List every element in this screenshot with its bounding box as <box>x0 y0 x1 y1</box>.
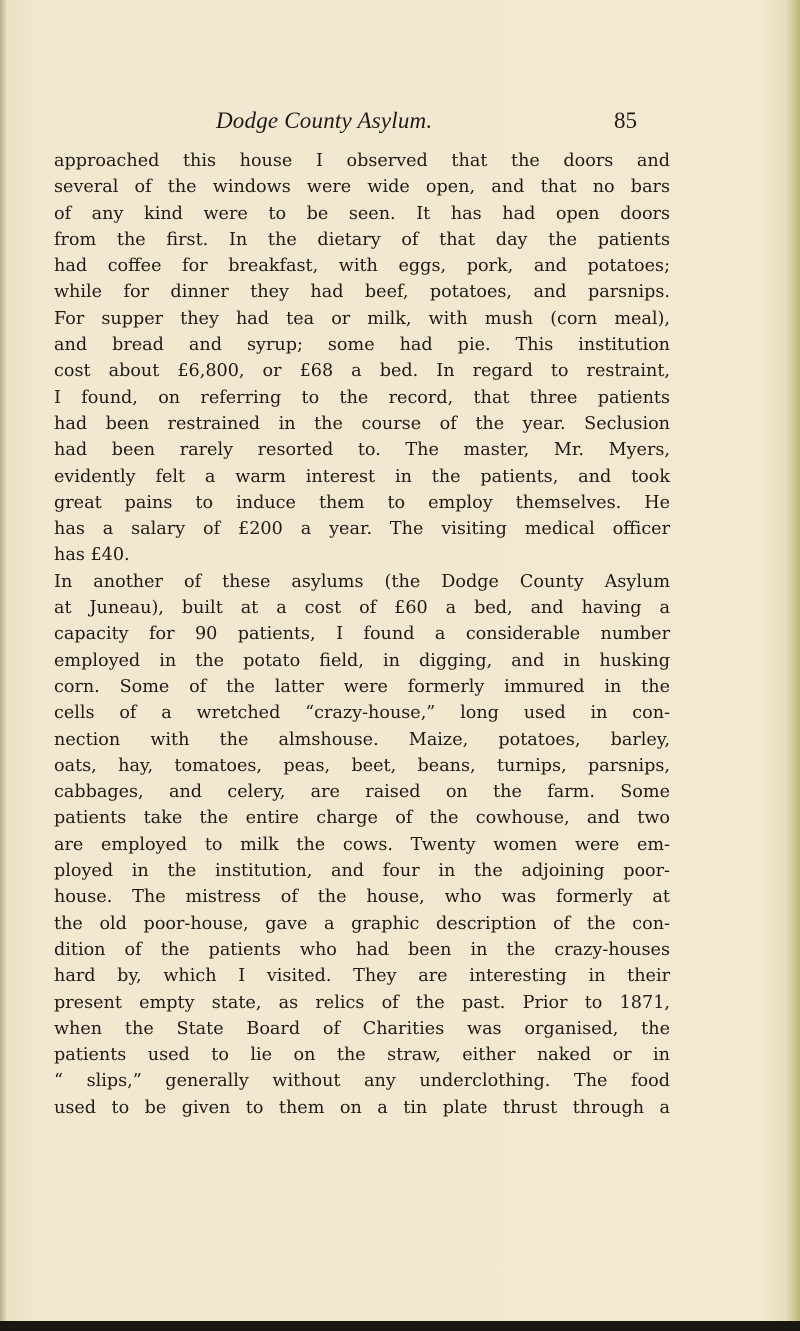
text-line: For supper they had tea or milk, with mush (corn meal), <box>54 308 670 329</box>
page-header <box>0 108 800 138</box>
text-line: capacity for 90 patients, I found a considerable number <box>54 624 670 645</box>
text-line: cells of a wretched “crazy-house,” long used in con- <box>54 703 670 724</box>
text-line: oats, hay, tomatoes, peas, beet, beans, turnips, parsnips, <box>54 755 670 776</box>
text-line: has a salary of £200 a year. The visiting medical officer <box>54 519 670 540</box>
text-line: present empty state, as relics of the past. Prior to 1871, <box>54 992 670 1013</box>
text-line: great pains to induce them to employ themselves. He <box>54 492 670 513</box>
page-number: 85 <box>614 108 637 133</box>
text-line: employed in the potato field, in digging, and in husking <box>54 650 670 671</box>
text-line: of any kind were to be seen. It has had open doors <box>54 203 670 224</box>
text-line: patients take the entire charge of the cowhouse, and two <box>54 808 670 829</box>
page-right-edge <box>786 0 800 1331</box>
text-line: the old poor-house, gave a graphic description of the con- <box>54 913 670 934</box>
text-line: corn. Some of the latter were formerly immured in the <box>54 676 670 697</box>
text-line: nection with the almshouse. Maize, potatoes, barley, <box>54 729 670 750</box>
text-line: house. The mistress of the house, who was formerly at <box>54 887 670 908</box>
text-line: while for dinner they had beef, potatoes, and parsnips. <box>54 282 670 303</box>
text-line: had been rarely resorted to. The master, Mr. Myers, <box>54 440 670 461</box>
text-line: had coffee for breakfast, with eggs, pork, and potatoes; <box>54 256 670 277</box>
paragraph-start-line: In another of these asylums (the Dodge County Asylum <box>54 571 670 592</box>
text-line: used to be given to them on a tin plate thrust through a <box>54 1097 670 1118</box>
text-line: had been restrained in the course of the year. Seclusion <box>54 413 670 434</box>
text-line: I found, on referring to the record, that three patients <box>54 387 670 408</box>
text-line: from the first. In the dietary of that day the patients <box>54 229 670 250</box>
text-line: cost about £6,800, or £68 a bed. In regard to restraint, <box>54 361 670 382</box>
text-line: at Juneau), built at a cost of £60 a bed, and having a <box>54 598 670 619</box>
text-line: cabbages, and celery, are raised on the farm. Some <box>54 782 670 803</box>
text-line: dition of the patients who had been in the crazy-houses <box>54 939 670 960</box>
text-line: several of the windows were wide open, and that no bars <box>54 177 670 198</box>
text-line: are employed to milk the cows. Twenty women were em- <box>54 834 670 855</box>
text-line: and bread and syrup; some had pie. This institution <box>54 335 670 356</box>
text-line: when the State Board of Charities was organised, the <box>54 1018 670 1039</box>
text-line: evidently felt a warm interest in the patients, and took <box>54 466 670 487</box>
bottom-edge-shadow <box>0 1321 800 1331</box>
paragraph-end-line: has £40. <box>54 545 130 566</box>
page-left-edge <box>0 0 6 1331</box>
text-line: patients used to lie on the straw, either naked or in <box>54 1045 670 1066</box>
text-line: hard by, which I visited. They are interesting in their <box>54 966 670 987</box>
text-line: ployed in the institution, and four in the adjoining poor- <box>54 861 670 882</box>
body-text <box>54 148 670 1121</box>
text-line: “ slips,” generally without any underclothing. The food <box>54 1071 670 1092</box>
running-title: Dodge County Asylum. <box>216 108 433 133</box>
text-line: approached this house I observed that the doors and <box>54 151 670 171</box>
